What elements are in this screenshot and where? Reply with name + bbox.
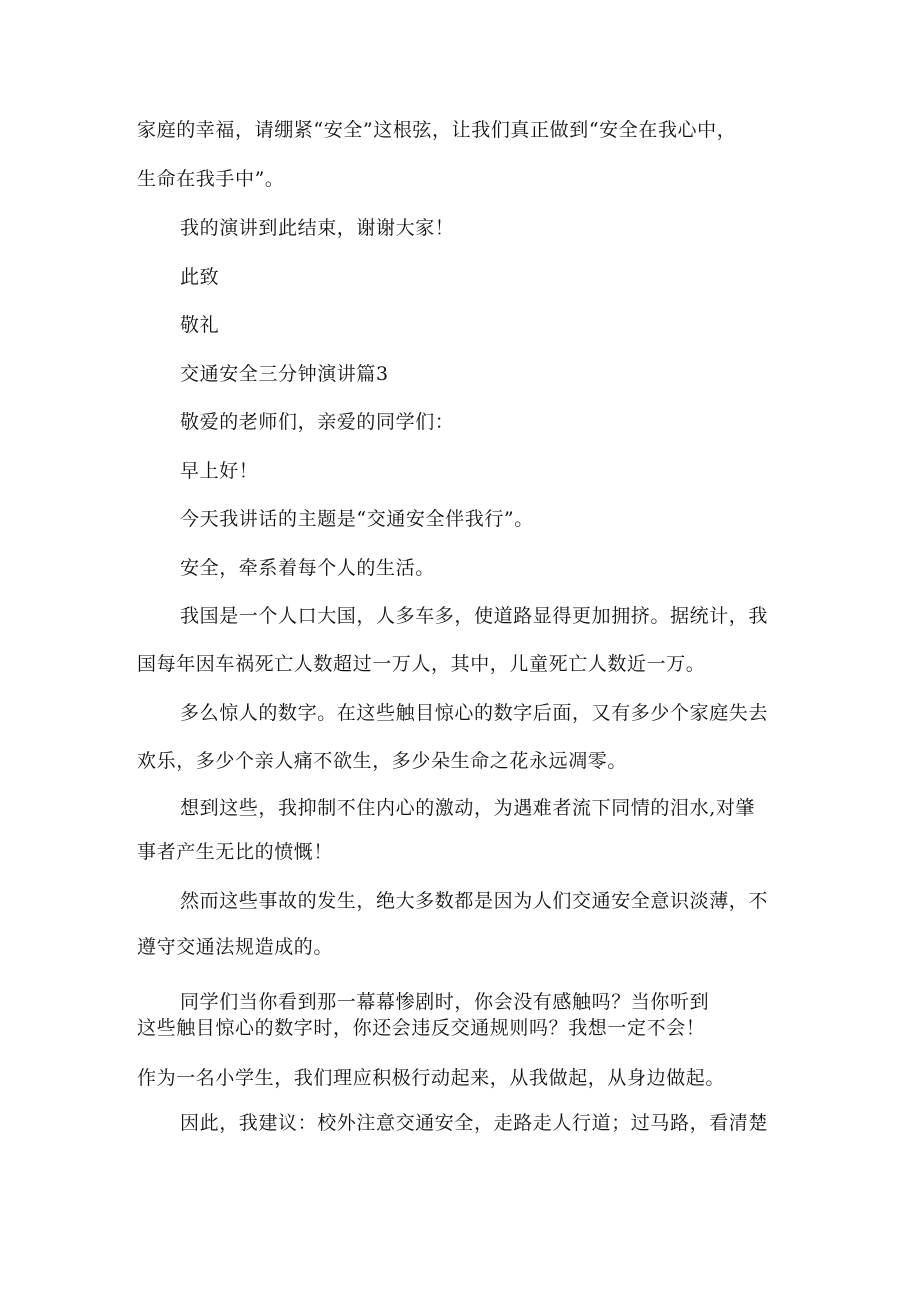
paragraph-line: 然而这些事故的发生，绝大多数都是因为人们交通安全意识淡薄，不 (180, 890, 769, 912)
paragraph-line: 想到这些，我抑制不住内心的激动，为遇难者流下同情的泪水,对肇 (180, 797, 756, 819)
paragraph-line: 遵守交通法规造成的。 (137, 936, 334, 958)
salutation-line: 此致 (180, 266, 220, 288)
paragraph-line: 作为一名小学生，我们理应积极行动起来，从我做起，从身边做起。 (137, 1067, 726, 1089)
greeting-line: 早上好！ (180, 460, 259, 482)
paragraph-line: 多么惊人的数字。在这些触目惊心的数字后面，又有多少个家庭失去 (180, 702, 769, 724)
greeting-line: 敬爱的老师们，亲爱的同学们： (180, 411, 455, 433)
section-heading: 交通安全三分钟演讲篇3 (180, 363, 389, 385)
paragraph-line: 这些触目惊心的数字时，你还会违反交通规则吗？我想一定不会！ (137, 1017, 706, 1039)
paragraph-line: 家庭的幸福，请绷紧“安全”这根弦，让我们真正做到“安全在我心中， (137, 119, 737, 141)
paragraph-line: 安全，牵系着每个人的生活。 (180, 557, 435, 579)
paragraph-line: 同学们当你看到那一幕幕惨剧时，你会没有感触吗？当你听到 (180, 991, 710, 1013)
paragraph-line: 我国是一个人口大国，人多车多，使道路显得更加拥挤。据统计，我 (180, 605, 769, 627)
paragraph-line: 国每年因车祸死亡人数超过一万人，其中，儿童死亡人数近一万。 (137, 653, 706, 675)
salutation-line: 敬礼 (180, 314, 220, 336)
paragraph-line: 今天我讲话的主题是“交通安全伴我行”。 (180, 508, 534, 530)
paragraph-line: 欢乐，多少个亲人痛不欲生，多少朵生命之花永远凋零。 (137, 750, 628, 772)
paragraph-line: 因此，我建议：校外注意交通安全，走路走人行道；过马路，看清楚 (180, 1112, 769, 1134)
paragraph-line: 我的演讲到此结束，谢谢大家！ (180, 217, 455, 239)
paragraph-line: 生命在我手中”。 (137, 168, 285, 190)
paragraph-line: 事者产生无比的愤慨！ (137, 841, 334, 863)
